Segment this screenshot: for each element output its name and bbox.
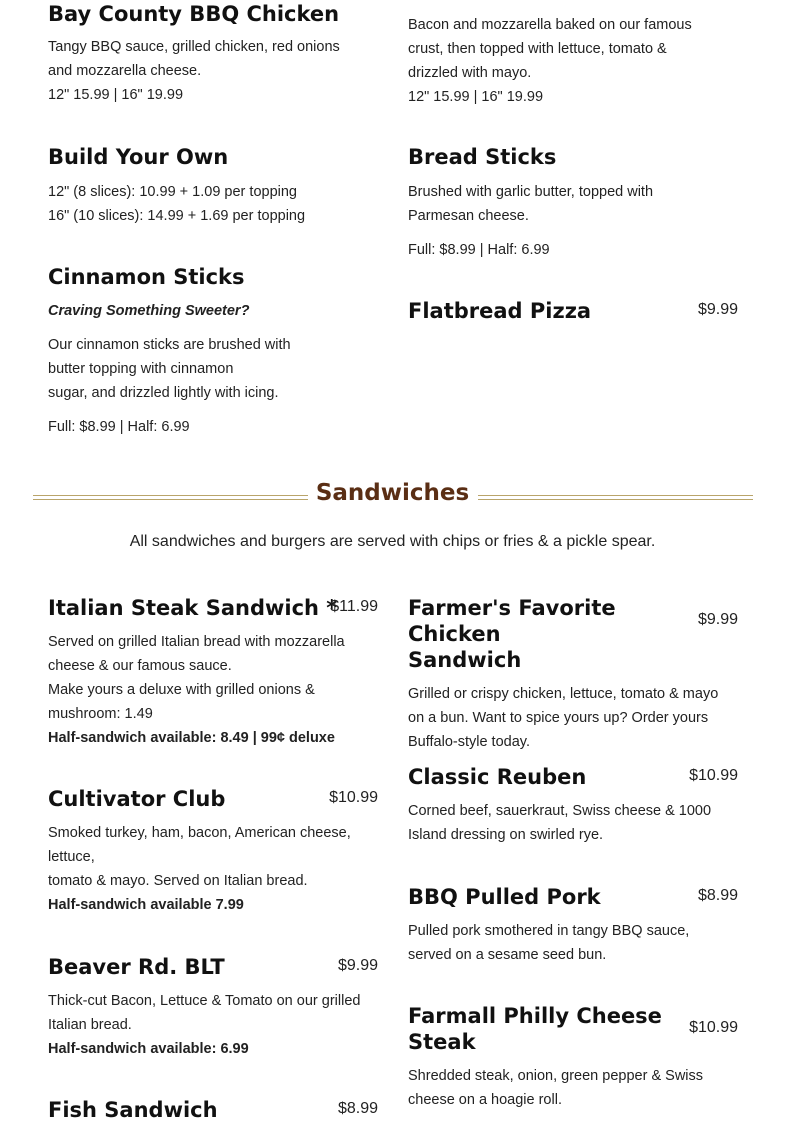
item-name: Classic Reuben: [408, 765, 587, 789]
item-name: Cinnamon Sticks: [48, 265, 245, 289]
item-description: Bacon and mozzarella baked on our famous: [408, 17, 692, 33]
item-description: butter topping with cinnamon: [48, 361, 234, 377]
item-description: tomato & mayo. Served on Italian bread.: [48, 873, 308, 889]
item-description: lettuce,: [48, 849, 95, 865]
menu-item-italian-steak: [48, 595, 378, 750]
item-price: $9.99: [697, 301, 738, 318]
item-description: and mozzarella cheese.: [48, 63, 202, 79]
item-description: Grilled or crispy chicken, lettuce, tomato & mayo: [408, 686, 719, 702]
menu-item-fish-sandwich: [48, 1097, 378, 1123]
item-half-option: Half-sandwich available: 6.99: [48, 1041, 249, 1057]
item-description: mushroom: 1.49: [48, 706, 153, 722]
item-price: Full: $8.99 | Half: 6.99: [48, 419, 190, 435]
item-description: cheese on a hoagie roll.: [408, 1092, 562, 1108]
item-tagline: Craving Something Sweeter?: [48, 303, 250, 319]
item-price: $10.99: [689, 767, 738, 784]
menu-item-cultivator-club: [48, 786, 378, 917]
menu-item-bbq-pulled-pork: [408, 884, 738, 967]
item-price: 16" (10 slices): 14.99 + 1.69 per topping: [48, 208, 306, 224]
item-description: Parmesan cheese.: [408, 208, 529, 224]
item-price: $11.99: [330, 598, 378, 615]
section-note: All sandwiches and burgers are served with chips or fries & a pickle spear.: [129, 533, 656, 550]
menu-item-blt-pizza: [408, 13, 738, 109]
item-name: [408, 595, 698, 673]
item-half-option: Half-sandwich available: 8.49 | 99¢ deluxe: [48, 730, 335, 746]
item-description: Pulled pork smothered in tangy BBQ sauce,: [408, 923, 690, 939]
item-name: BBQ Pulled Pork: [408, 885, 601, 909]
item-price: Full: $8.99 | Half: 6.99: [408, 242, 550, 258]
item-name: [408, 1003, 678, 1055]
item-name: Italian Steak Sandwich *: [48, 596, 338, 620]
item-price: $10.99: [689, 1019, 738, 1036]
item-name: Flatbread Pizza: [408, 299, 592, 323]
item-half-option: Half-sandwich available 7.99: [48, 897, 244, 913]
item-name-line: Farmer's Favorite Chicken: [408, 596, 616, 646]
item-description: drizzled with mayo.: [408, 65, 532, 81]
menu-item-cinnamon-sticks: [48, 264, 378, 439]
item-price: 12" 15.99 | 16" 19.99: [48, 87, 184, 103]
item-name: Build Your Own: [48, 145, 229, 169]
section-title: Sandwiches: [315, 480, 470, 506]
item-description: Tangy BBQ sauce, grilled chicken, red onions: [48, 39, 340, 55]
menu-item-build-your-own: [48, 144, 378, 228]
item-description: Thick-cut Bacon, Lettuce & Tomato on our grilled: [48, 993, 361, 1009]
item-name: Bread Sticks: [408, 145, 557, 169]
item-name: Cultivator Club: [48, 787, 226, 811]
item-description: Corned beef, sauerkraut, Swiss cheese & 1000: [408, 803, 712, 819]
item-description: crust, then topped with lettuce, tomato &: [408, 41, 667, 57]
item-description: sugar, and drizzled lightly with icing.: [48, 385, 279, 401]
item-name: Fish Sandwich: [48, 1098, 218, 1122]
item-description: Make yours a deluxe with grilled onions &: [48, 682, 315, 698]
item-price: $9.99: [337, 957, 378, 974]
item-description: Buffalo-style today.: [408, 734, 530, 750]
item-description: Served on grilled Italian bread with mozzarella: [48, 634, 345, 650]
item-description: Island dressing on swirled rye.: [408, 827, 604, 843]
menu-item-farmall-philly: [408, 1003, 738, 1112]
item-description: on a bun. Want to spice yours up? Order yours: [408, 710, 709, 726]
menu-item-beaver-blt: [48, 954, 378, 1061]
item-name: Bay County BBQ Chicken: [48, 2, 340, 26]
item-name-line: Farmall Philly Cheese: [408, 1004, 662, 1028]
item-description: cheese & our famous sauce.: [48, 658, 232, 674]
menu-item-flatbread-pizza: [408, 298, 738, 324]
item-price: 12" (8 slices): 10.99 + 1.09 per topping: [48, 184, 297, 200]
item-name-line: Sandwich: [408, 648, 522, 672]
item-name-line: Steak: [408, 1030, 476, 1054]
item-description: Brushed with garlic butter, topped with: [408, 184, 654, 200]
item-description: served on a sesame seed bun.: [408, 947, 607, 963]
item-price: $8.99: [337, 1100, 378, 1117]
item-price: $8.99: [697, 887, 738, 904]
menu-item-bbq-chicken: [48, 1, 378, 107]
menu-item-farmers-favorite-chicken: [408, 595, 738, 754]
item-description: Our cinnamon sticks are brushed with: [48, 337, 291, 353]
menu-item-classic-reuben: [408, 764, 738, 847]
item-description: Italian bread.: [48, 1017, 132, 1033]
item-price: $10.99: [329, 789, 378, 806]
item-description: Smoked turkey, ham, bacon, American cheese,: [48, 825, 351, 841]
item-price: $9.99: [697, 611, 738, 628]
menu-item-bread-sticks: [408, 144, 738, 262]
item-price: 12" 15.99 | 16" 19.99: [408, 89, 544, 105]
item-description: Shredded steak, onion, green pepper & Swiss: [408, 1068, 704, 1084]
item-name: Beaver Rd. BLT: [48, 955, 225, 979]
